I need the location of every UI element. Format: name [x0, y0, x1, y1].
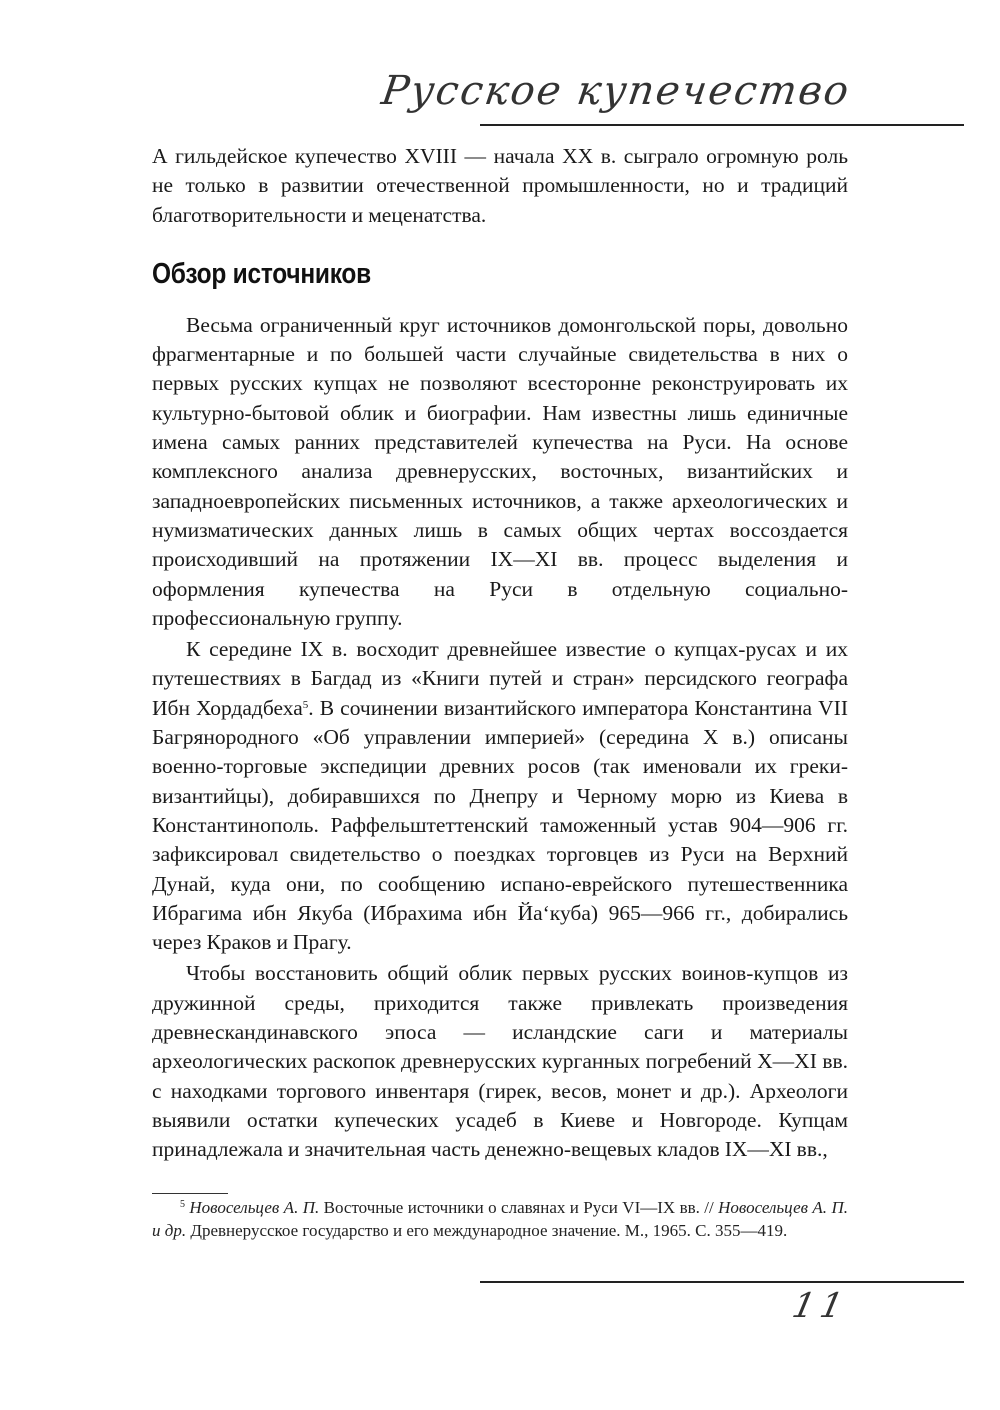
section-title: Обзор источников	[152, 257, 371, 290]
footnote-rule	[152, 1193, 228, 1194]
page-body	[152, 142, 848, 1165]
running-title: Русское купечество	[378, 68, 854, 114]
paragraph-1: Весьма ограниченный круг источников домонгольской поры, довольно фрагментарные и по большей части случайные свидетельства в них о первых русских купцах не позволяют всесторонне реконструировать их культурно-бытовой облик и биографии. Нам известны лишь единичные имена самых ранних представителей купечества на Руси. На основе комплексного анализа древнерусских, восточных, византийских и западноевропейских письменных источников, а также археологических и нумизматических данных лишь в самых общих чертах воссоздается происходивший на протяжении IX—XI вв. процесс выделения и оформления купечества на Руси в отдельную социально-профессиональную группу.	[152, 312, 848, 630]
paragraph-2-part-a: К середине IX в. восходит древнейшее известие о купцах-русах и их путешествиях в Багдад из «Книги путей и стран» персидского географа Ибн Хордадбеха	[152, 637, 848, 720]
footnote-number: 5	[180, 1199, 185, 1210]
page-number: 11	[788, 1286, 853, 1326]
paragraph-2-part-b: . В сочинении византийского императора Константина VII Багрянородного «Об управлении империей» (середина X в.) описаны военно-торговые экспедиции древних росов (так именовали их греки-византийцы), добиравшихся по Днепру и Черному морю из Киева в Константинополь. Раффельштеттенский таможенный устав 904—906 гг. зафиксировал свидетельство о поездках торговцев из Руси на Верхний Дунай, куда они, по сообщению испано-еврейского путешественника Ибрагима ибн Якуба (Ибрахима ибн Йа‘куба) 965—966 гг., добирались через Краков и Прагу.	[152, 695, 849, 955]
intro-paragraph: А гильдейское купечество XVIII — начала XX в. сыграло огромную роль не только в развитии отечественной промышленности, но и традиций благотворительности и меценатства.	[152, 144, 848, 227]
footnote-text	[152, 1197, 848, 1242]
footnote-reference[interactable]: 5	[302, 698, 309, 711]
footnote-author-1: Новосельцев А. П.	[189, 1198, 320, 1217]
paragraph-3: Чтобы восстановить общий облик первых русских воинов-купцов из дружинной среды, приходится также привлекать произведения древнескандинавского эпоса — исландские саги и материалы археологических раскопок древнерусских курганных погребений X—XI вв. с находками торгового инвентаря (гирек, весов, монет и др.). Археологи выявили остатки купеческих усадеб в Киеве и Новгороде. Купцам принадлежала и значительная часть денежно-вещевых кладов IX—XI вв.,	[152, 961, 848, 1162]
paragraph-2	[152, 635, 848, 957]
header-rule	[480, 124, 964, 126]
footnote-text-1: Восточные источники о славянах и Руси VI—IX вв. //	[319, 1198, 719, 1217]
footnote-author-2: Новосельцев А. П. и др.	[152, 1198, 848, 1240]
footnote	[152, 1197, 848, 1242]
footer-rule	[480, 1281, 964, 1283]
footnote-text-2: Древнерусское государство и его международное значение. М., 1965. С. 355—419.	[186, 1220, 788, 1240]
